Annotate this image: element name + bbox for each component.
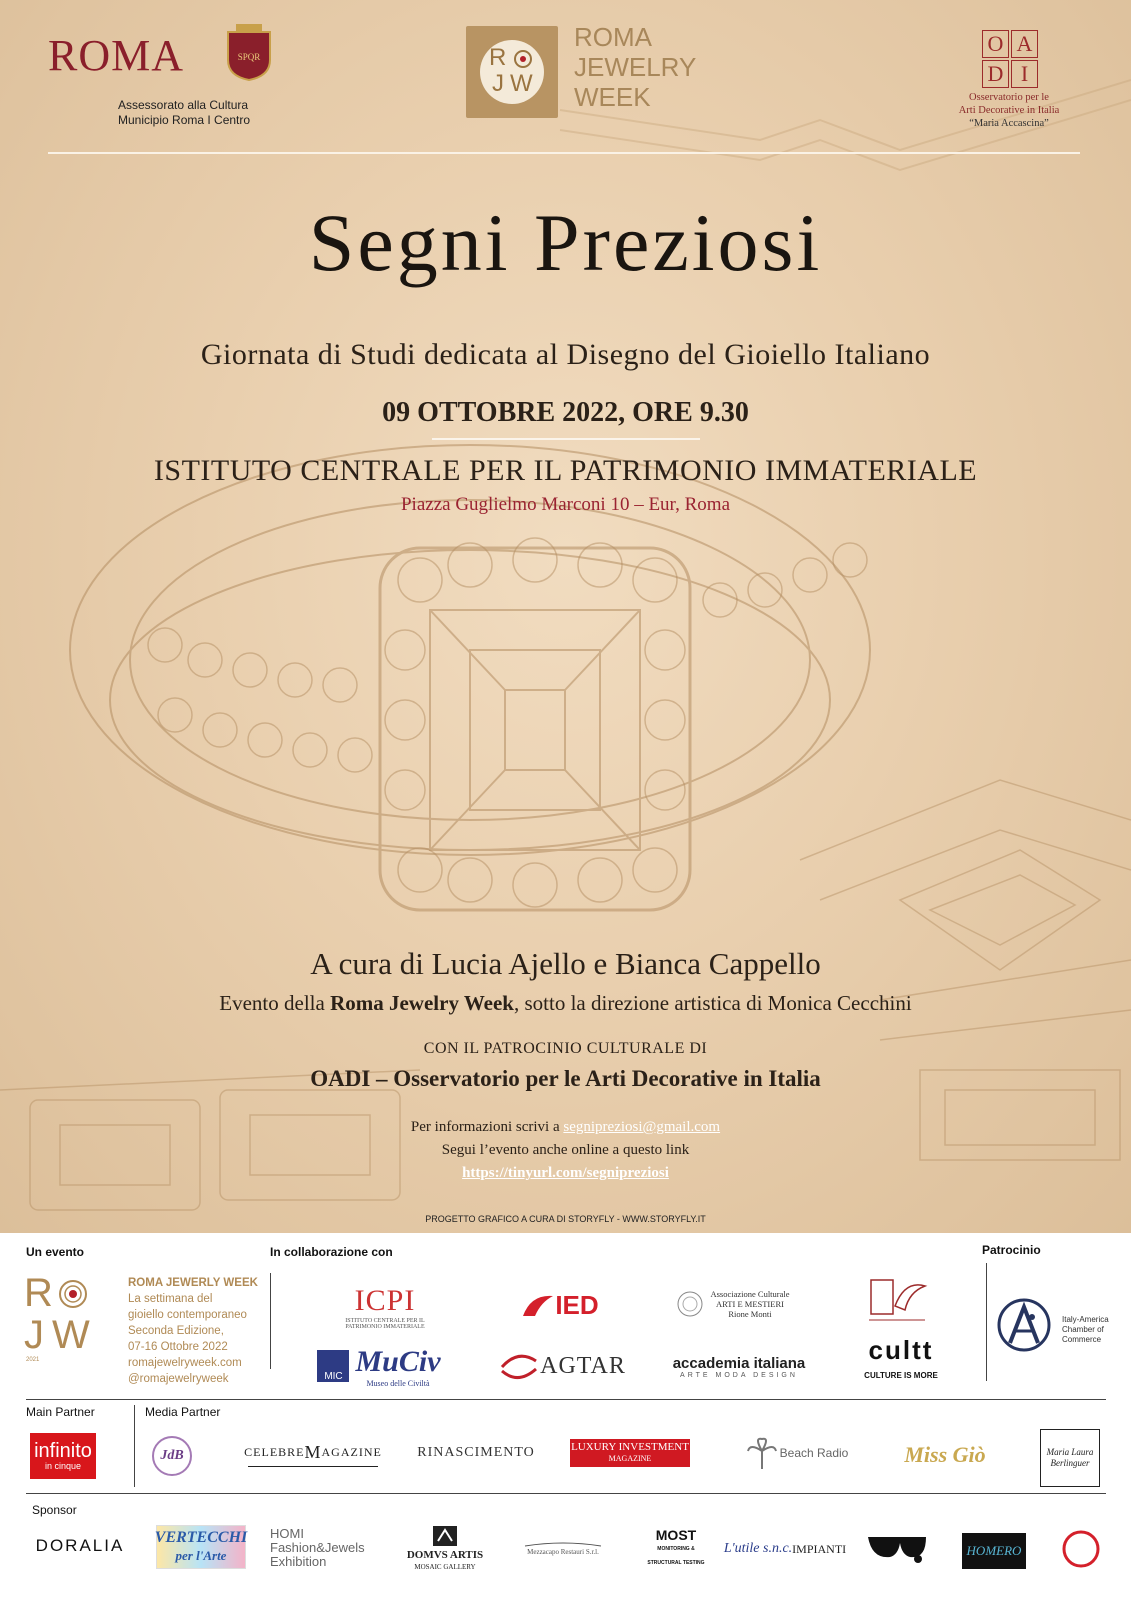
crest-logo — [862, 1269, 932, 1327]
divider — [134, 1405, 135, 1487]
header-divider — [48, 152, 1080, 154]
celebre-text: M — [304, 1442, 322, 1462]
label-collaborazione: In collaborazione con — [270, 1245, 393, 1259]
homi-logo — [270, 1525, 380, 1571]
celebre-text: AGAZINE — [321, 1445, 382, 1459]
patronage-heading: CON IL PATROCINIO CULTURALE DI — [423, 1040, 708, 1057]
luxury-line: LUXURY INVESTMENT — [571, 1441, 689, 1453]
vertecchi-line: per l'Arte — [175, 1548, 227, 1563]
miss-gio-logo: Miss Giò — [904, 1442, 986, 1467]
oadi-letter: A — [1011, 30, 1038, 58]
oadi-caption-line: Osservatorio per le — [969, 92, 1049, 103]
agtar-swoosh-icon — [496, 1349, 540, 1383]
luxury-line: MAGAZINE — [608, 1454, 652, 1463]
mlb-line: Berlinguer — [1050, 1458, 1090, 1468]
rjw-year: 2021 — [26, 1357, 40, 1363]
divider — [26, 1493, 1106, 1494]
eyewear-sponsor-logo-icon — [864, 1529, 930, 1569]
homi-line: HOMI — [270, 1526, 304, 1541]
ied-mark-icon — [521, 1292, 555, 1318]
mezzacapo-text: Mezzacapo Restauri S.r.l. — [527, 1548, 599, 1556]
poster-subtitle: Giornata di Studi dedicata al Disegno del Gioiello Italiano — [200, 338, 931, 371]
rjw-letter: W — [510, 70, 533, 97]
ied-logo — [510, 1287, 610, 1323]
muciv-logo-text: MuCiv — [355, 1344, 441, 1378]
palm-tree-icon — [744, 1435, 780, 1471]
info-email-line — [0, 1119, 1131, 1136]
rjw-info-line: La settimana del — [128, 1293, 213, 1305]
roma-shield-text: SPQR — [237, 52, 261, 62]
accademia-logo-text: accademia italiana — [672, 1355, 806, 1372]
homi-line: Exhibition — [270, 1554, 327, 1569]
rinascimento-logo: RINASCIMENTO — [417, 1445, 535, 1460]
mic-muciv-logo — [314, 1343, 444, 1389]
lutile-text: L'utile s.n.c. — [723, 1541, 793, 1556]
homi-line: Fashion&Jewels — [270, 1540, 365, 1555]
maria-laura-berlinguer-logo — [1040, 1429, 1100, 1487]
rjw-footer-letter: R — [24, 1271, 53, 1315]
email-link[interactable]: segnipreziosi@gmail.com — [563, 1119, 721, 1135]
event-line-bold: Roma Jewelry Week — [330, 991, 514, 1015]
rjw-logo — [466, 26, 558, 118]
celebre-magazine-logo — [244, 1439, 382, 1467]
roma-subtitle — [118, 98, 250, 128]
crest-emblem-icon — [865, 1270, 929, 1326]
oadi-letter: O — [982, 30, 1009, 58]
roma-subtitle-line: Municipio Roma I Centro — [118, 113, 251, 127]
rjw-footer-info — [128, 1275, 258, 1387]
rjw-info-line: gioiello contemporaneo — [128, 1309, 247, 1321]
cultt-logo — [856, 1335, 946, 1387]
curators-line: A cura di Lucia Ajello e Bianca Cappello — [310, 946, 821, 981]
arti-mestieri-logo — [658, 1281, 808, 1327]
italy-america-chamber-text — [1062, 1315, 1109, 1345]
main-partner-text: infinito — [34, 1440, 92, 1462]
divider — [986, 1263, 987, 1381]
label-main-partner: Main Partner — [26, 1405, 95, 1419]
agtar-logo-text: AGTAR — [540, 1352, 626, 1379]
rjw-footer-letter: J — [24, 1313, 44, 1357]
info-online-line: Segui l’evento anche online a questo link — [441, 1142, 690, 1158]
cultt-logo-text: cultt — [868, 1335, 934, 1365]
icpi-logo-subtext: ISTITUTO CENTRALE PER IL PATRIMONIO IMMATERIALE — [345, 1318, 425, 1330]
rjw-info-line: Seconda Edizione, — [128, 1325, 224, 1337]
assoc-line: Rione Monti — [728, 1309, 772, 1319]
oadi-logo — [982, 30, 1038, 86]
rjw-footer-logo — [22, 1271, 94, 1363]
jdb-logo: JdB — [152, 1436, 192, 1476]
rjw-wordmark — [574, 22, 696, 112]
oadi-caption — [934, 91, 1084, 130]
accademia-logo-subtext: ARTE MODA DESIGN — [680, 1372, 798, 1379]
domvs-artis-emblem-icon — [430, 1523, 460, 1549]
event-line-text: , sotto la direzione artistica di Monica Cecchini — [513, 991, 912, 1015]
assoc-line: ARTI E MESTIERI — [716, 1299, 784, 1309]
chamber-line: Chamber of — [1062, 1325, 1104, 1334]
roma-subtitle-line: Assessorato alla Cultura — [118, 98, 249, 112]
beach-radio-text: Beach Radio — [779, 1446, 849, 1460]
rjw-info-line: ROMA JEWERLY WEEK — [128, 1277, 258, 1289]
event-address: Piazza Guglielmo Marconi 10 – Eur, Roma — [400, 494, 731, 515]
chamber-line: Commerce — [1062, 1335, 1102, 1344]
label-sponsor: Sponsor — [32, 1503, 77, 1517]
most-subtext: MONITORING & STRUCTURAL TESTING — [647, 1546, 705, 1566]
rjw-footer-letter: W — [52, 1313, 90, 1357]
domvs-line: DOMVS ARTIS — [406, 1549, 484, 1561]
event-venue: ISTITUTO CENTRALE PER IL PATRIMONIO IMMATERIALE — [153, 454, 978, 487]
roma-logo-text: ROMA — [48, 31, 185, 80]
oadi-letter: I — [1011, 60, 1038, 88]
poster-title: Segni Preziosi — [308, 197, 823, 288]
lutile-text: IMPIANTI — [792, 1541, 847, 1556]
rjw-letter: R — [489, 44, 507, 71]
rjw-wordmark-line: JEWELRY — [574, 52, 697, 82]
celebre-text: CELEBRE — [244, 1445, 305, 1459]
divider — [26, 1399, 1106, 1400]
doralia-logo: DORALIA — [35, 1536, 125, 1555]
icpi-logo — [330, 1285, 440, 1329]
design-credits: PROGETTO GRAFICO A CURA DI STORYFLY - WWW.STORYFLY.IT — [425, 1214, 706, 1224]
icpi-logo-text: ICPI — [354, 1284, 416, 1317]
sponsor-footer — [0, 1233, 1131, 1600]
rjw-letter: J — [492, 70, 504, 97]
streaming-link[interactable]: https://tinyurl.com/segnipreziosi — [462, 1165, 669, 1181]
rjw-wordmark-line: WEEK — [574, 82, 651, 112]
association-seal-icon — [676, 1290, 704, 1318]
mezzacapo-restauri-logo — [508, 1535, 618, 1561]
oadi-caption-line: Arti Decorative in Italia — [958, 105, 1060, 116]
most-text: MOST — [655, 1527, 697, 1543]
circle-sponsor-logo-icon — [1056, 1529, 1106, 1569]
most-logo — [646, 1529, 706, 1569]
lutile-impianti-logo — [722, 1537, 848, 1561]
info-url-line — [0, 1165, 1131, 1182]
agtar-logo — [486, 1345, 636, 1387]
ied-logo-text: IED — [555, 1289, 599, 1320]
rjw-wordmark-line: ROMA — [574, 22, 652, 52]
rjw-info-line: 07-16 Ottobre 2022 — [128, 1341, 228, 1353]
divider — [270, 1273, 271, 1369]
oadi-caption-line: “Maria Accascina” — [969, 118, 1049, 129]
muciv-logo-subtext: Museo delle Civiltà — [366, 1378, 430, 1388]
assoc-line: Associazione Culturale — [710, 1289, 790, 1299]
oadi-letter: D — [982, 60, 1009, 88]
event-line-text: Evento della — [219, 991, 331, 1015]
italy-america-chamber-logo-icon — [996, 1297, 1052, 1353]
date-divider — [432, 438, 700, 440]
accademia-italiana-logo — [664, 1347, 814, 1387]
vertecchi-logo — [156, 1525, 246, 1569]
label-media-partner: Media Partner — [145, 1405, 221, 1419]
domvs-artis-logo — [400, 1519, 490, 1577]
mic-logo-text: MIC — [317, 1350, 349, 1382]
mlb-line: Maria Laura — [1046, 1447, 1094, 1457]
beach-radio-logo — [736, 1433, 856, 1473]
label-patrocinio: Patrocinio — [982, 1243, 1041, 1257]
main-partner-subtext: in cinque — [44, 1461, 82, 1471]
rjw-footer-ring-icon — [56, 1277, 90, 1311]
roma-shield-icon — [224, 22, 274, 82]
cultt-logo-subtext: CULTURE IS MORE — [864, 1371, 938, 1380]
info-text: Per informazioni scrivi a — [410, 1119, 564, 1135]
domvs-line: MOSAIC GALLERY — [414, 1563, 476, 1571]
luxury-investment-logo — [570, 1439, 690, 1467]
vertecchi-line: VERTECCHI — [154, 1529, 248, 1546]
patronage-organization: OADI – Osservatorio per le Arti Decorative in Italia — [310, 1066, 821, 1091]
homero-logo: HOMERO — [962, 1533, 1026, 1569]
mezzacapo-mark-icon — [523, 1540, 603, 1548]
rjw-ring-icon — [512, 48, 534, 70]
rjw-info-line: @romajewelryweek — [128, 1373, 229, 1385]
infinito-main-partner-logo — [30, 1433, 96, 1479]
rjw-info-line: romajewelryweek.com — [128, 1357, 242, 1369]
label-un-evento: Un evento — [26, 1245, 85, 1259]
chamber-line: Italy-America — [1062, 1315, 1109, 1324]
event-organizer-line — [0, 991, 1131, 1016]
event-date: 09 OTTOBRE 2022, ORE 9.30 — [382, 397, 749, 428]
